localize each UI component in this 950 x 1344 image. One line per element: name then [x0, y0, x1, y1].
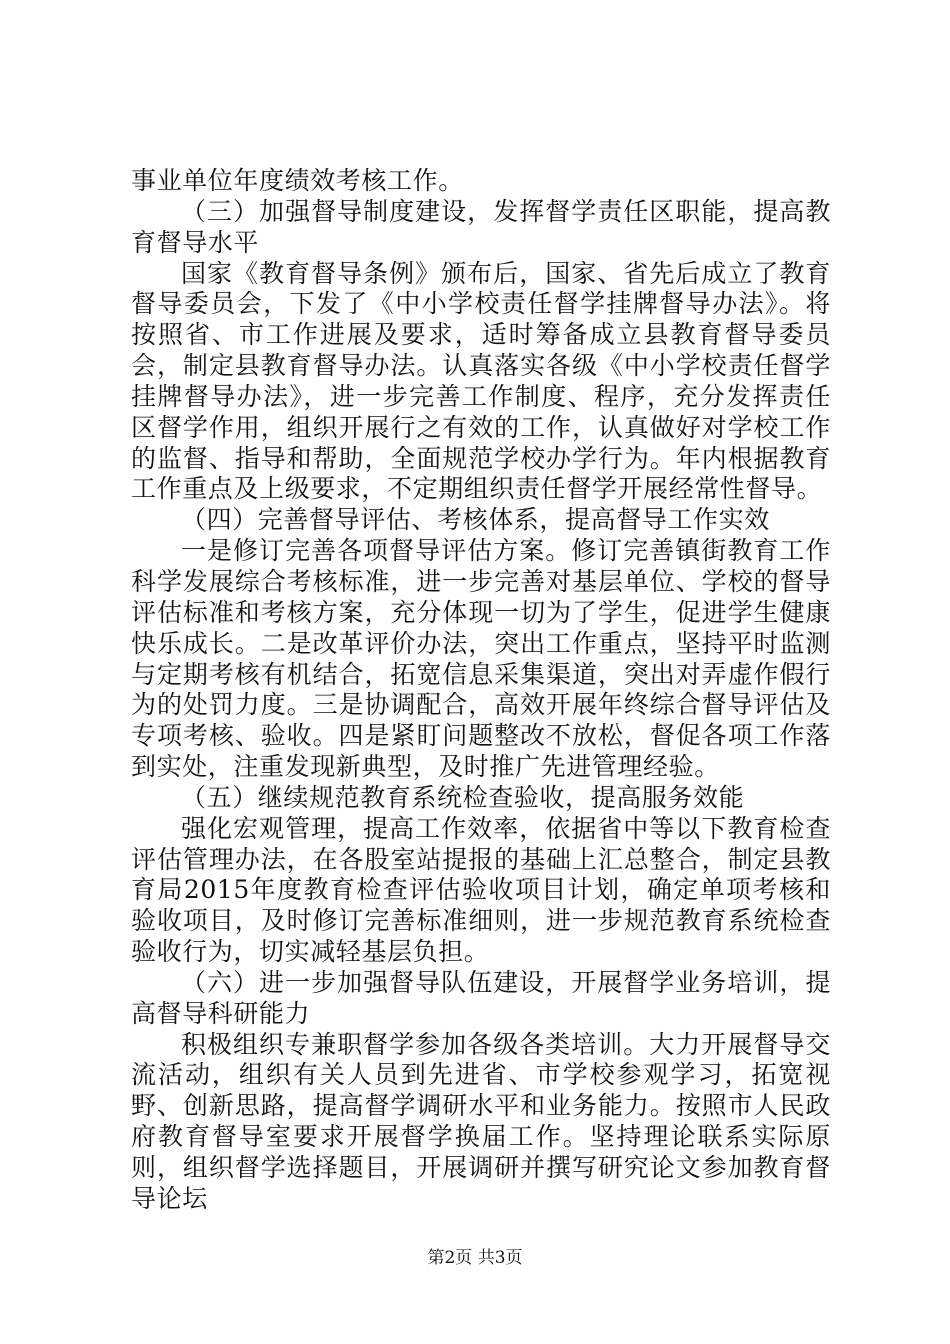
paragraph-continuation: 事业单位年度绩效考核工作。 [131, 166, 464, 195]
section-heading-3: （三）加强督导制度建设，发挥督学责任区职能，提高教育督导水平 [131, 196, 831, 257]
section-heading-5: （五）继续规范教育系统检查验收，提高服务效能 [181, 782, 745, 812]
document-body [131, 166, 831, 1215]
page-footer: 第2页 共3页 [427, 1248, 523, 1268]
paragraph: 强化宏观管理，提高工作效率，依据省中等以下教育检查评估管理办法，在各股室站提报的基础上汇总整合，制定县教育局2015年度教育检查评估验收项目计划，确定单项考核和验收项目，及时修订完善标准细则，进一步规范教育系统检查验收行为，切实减轻基层负担。 [131, 813, 831, 967]
paragraph: 一是修订完善各项督导评估方案。修订完善镇街教育工作科学发展综合考核标准，进一步完善对基层单位、学校的督导评估标准和考核方案，充分体现一切为了学生，促进学生健康快乐成长。二是改革评价办法，突出工作重点，坚持平时监测与定期考核有机结合，拓宽信息采集渠道，突出对弄虚作假行为的处罚力度。三是协调配合，高效开展年终综合督导评估及专项考核、验收。四是紧盯问题整改不放松，督促各项工作落到实处，注重发现新典型，及时推广先进管理经验。 [131, 536, 831, 782]
section-heading-4: （四）完善督导评估、考核体系，提高督导工作实效 [181, 505, 770, 535]
section-heading-6: （六）进一步加强督导队伍建设，开展督学业务培训，提高督导科研能力 [131, 967, 831, 1028]
paragraph: 国家《教育督导条例》颁布后，国家、省先后成立了教育督导委员会，下发了《中小学校责任督学挂牌督导办法》。将按照省、市工作进展及要求，适时筹备成立县教育督导委员会，制定县教育督导办法。认真落实各级《中小学校责任督学挂牌督导办法》，进一步完善工作制度、程序，充分发挥责任区督学作用，组织开展行之有效的工作，认真做好对学校工作的监督、指导和帮助，全面规范学校办学行为。年内根据教育工作重点及上级要求，不定期组织责任督学开展经常性督导。 [131, 258, 831, 504]
paragraph: 积极组织专兼职督学参加各级各类培训。大力开展督导交流活动，组织有关人员到先进省、市学校参观学习，拓宽视野、创新思路，提高督学调研水平和业务能力。按照市人民政府教育督导室要求开展督学换届工作。坚持理论联系实际原则，组织督学选择题目，开展调研并撰写研究论文参加教育督导论坛 [131, 1029, 831, 1213]
